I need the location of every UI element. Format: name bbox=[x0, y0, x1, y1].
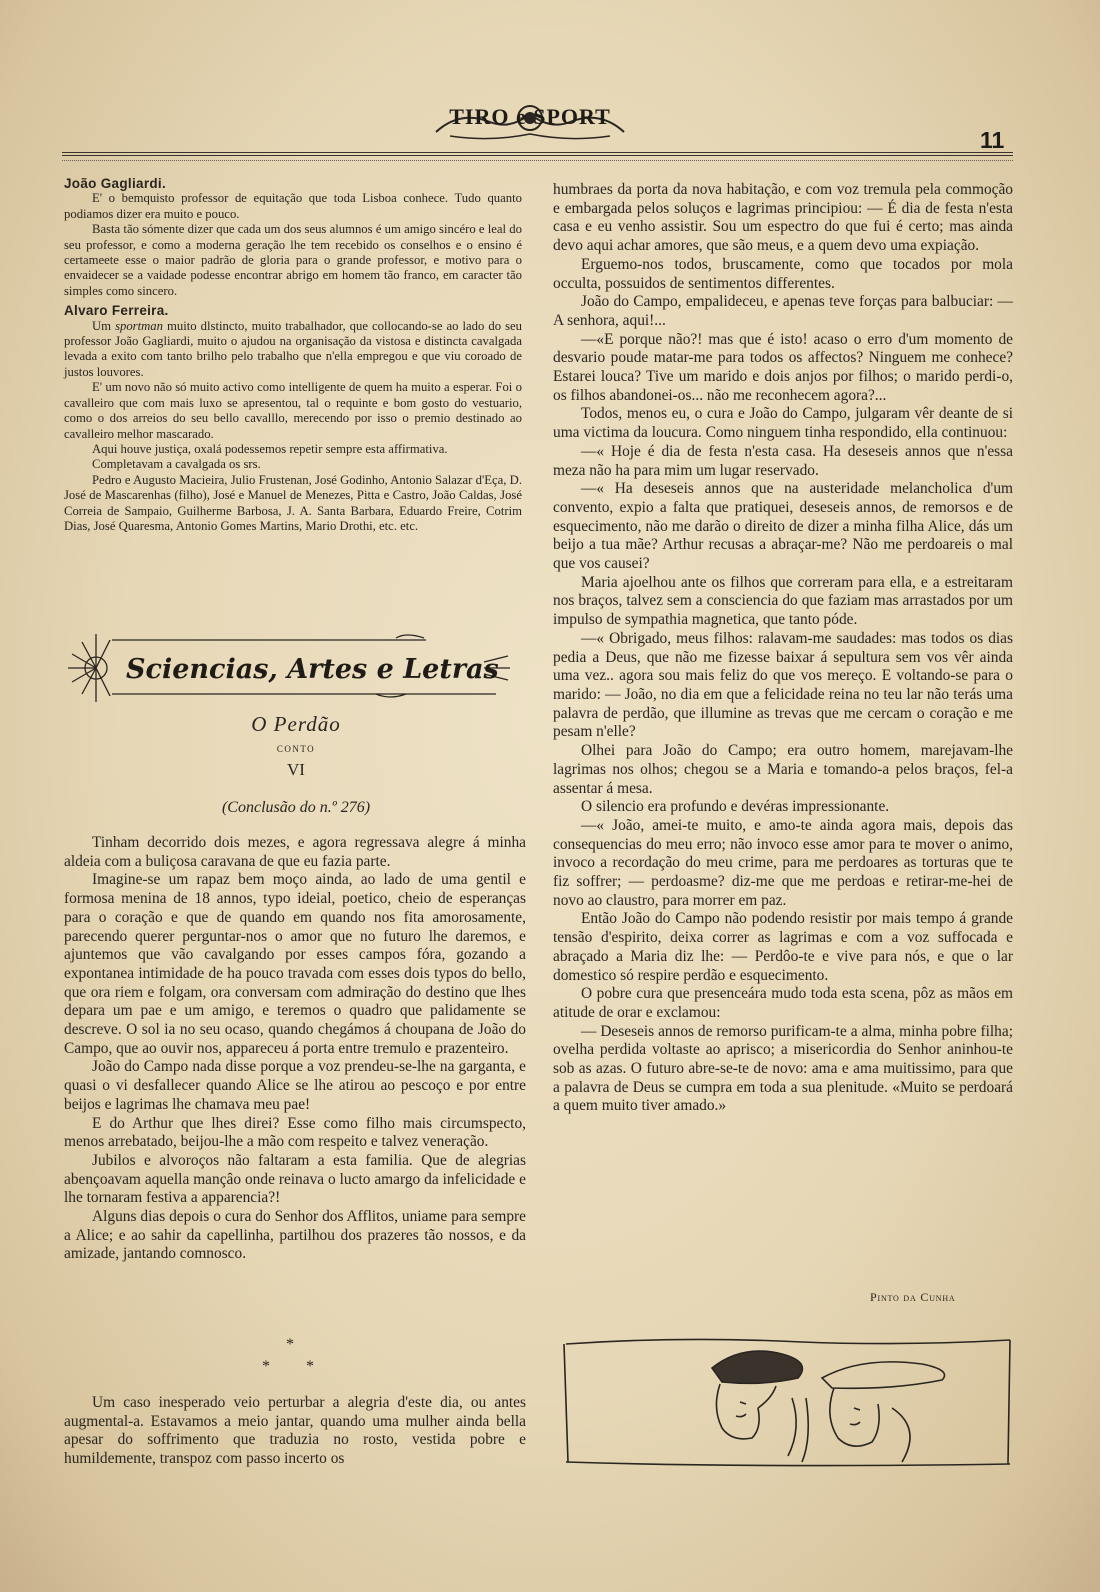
paragraph: E' um novo não só muito activo como intelligente de quem ha muito a esperar. Foi o cavalleiro que com mais luxo se apresentou, tal o requinte e bom gosto do vestuario, como o dos arreios do seu bello cavalllo, merecendo por isso o premio destinado ao cavalleiro melhor mascarado. bbox=[64, 380, 522, 441]
paragraph: Aqui houve justiça, oxalá podessemos repetir sempre esta affirmativa. bbox=[92, 441, 448, 456]
story-subtitle: CONTO bbox=[276, 744, 316, 754]
paragraph: Todos, menos eu, o cura e João do Campo, julgaram vêr deante de si uma victima da loucura. Como ninguem tinha respondido, ella continuou: bbox=[553, 405, 1013, 442]
heading-alvaro-ferreira: Alvaro Ferreira. bbox=[64, 303, 169, 319]
paragraph: —« Obrigado, meus filhos: ralavam-me saudades: mas todos os dias pedia a Deus, que não me fizesse baixar á sepultura sem vos vêr ainda uma vez.. agora sou mais feliz do que vos mereço. E voltando-se para o marido: — João, no dia em que a felicidade reina no teu lar não terás uma palavra de perdão, que illumine as trevas que me cercam o coração e me pesam n'elle? bbox=[553, 629, 1013, 741]
author-signature: Pinto da Cunha bbox=[870, 1290, 956, 1304]
story-title: O Perdão bbox=[251, 712, 341, 736]
paragraph: — Deseseis annos de remorso purificam-te a alma, minha pobre filha; ovelha perdida voltaste ao aprisco; a misericordia do Senhor aninhou-te sob as azas. O futuro abre-se-te de novo: ama e ama muitissimo, para que a palavra de Deus se cumpra em toda a sua plenitude. «Muito se perdoará a quem muito tiver amado.» bbox=[553, 1022, 1013, 1115]
sportman-term: sportman bbox=[115, 318, 163, 333]
paragraph: João do Campo nada disse porque a voz prendeu-se-lhe na garganta, e quasi o vi desfallecer quando Alice se lhe atirou ao pescoço e por entre beijos e lagrimas lhe chamava meu pae! bbox=[64, 1058, 526, 1113]
paragraph: Tinham decorrido dois mezes, e agora regressava alegre á minha aldeia com a buliçosa caravana de que eu fazia parte. bbox=[64, 834, 526, 870]
paragraph: Pedro e Augusto Macieira, Julio Frustenan, José Godinho, Antonio Salazar d'Eça, D. José de Mascarenhas (filho), José e Manuel de Menezes, Pitta e Castro, João Caldas, José Correia de Sampaio, Guilherme Barbosa, J. A. Santa Barbara, Eduardo Freire, Cotrim Dias, José Quaresma, Antonio Gomes Martins, Mario Drothi, etc. etc. bbox=[64, 472, 522, 533]
paragraph: Maria ajoelhou ante os filhos que correram para ella, e a estreitaram nos braços, talvez sem a consciencia do que faziam mas arrastados por um impulso de sympathia magnetica, que tanto póde. bbox=[553, 573, 1013, 629]
masthead-text: TIRO e SPORT bbox=[449, 104, 611, 129]
paragraph: —« Ha deseseis annos que na austeridade melancholica d'um convento, expio a falta que pratiquei, deseseis annos, de remorsos e de esquecimento, não me darão o direito de dizer a minha filha Alice, dás um beijo a tua mãe? Arthur recusas a abraçar-me? Não me perdoareis o mal que vos causei? bbox=[553, 480, 1013, 573]
paragraph: Olhei para João do Campo; era outro homem, marejavam-lhe lagrimas nos olhos; chegou se a Maria e tomando-a pelos braços, fel-a assentar á mesa. bbox=[553, 742, 1013, 797]
paragraph: Erguemo-nos todos, bruscamente, como que tocados por mola occulta, possuidos de sentimentos differentes. bbox=[553, 255, 1013, 292]
header-rule-dotted bbox=[62, 160, 1013, 161]
paragraph: Jubilos e alvoroços não faltaram a esta familia. Que de alegrias abençoavam aquella mançâo onde reinava o lucto amargo da infelicidade e lhe tornaram festiva a apparencia?! bbox=[64, 1151, 526, 1207]
masthead-logo bbox=[430, 92, 630, 144]
paragraph: O silencio era profundo e devéras impressionante. bbox=[581, 798, 890, 816]
story-part-number: VI bbox=[287, 760, 305, 779]
paragraph: humbraes da porta da nova habitação, e com voz tremula pela commoção e embargada pelos soluços e lagrimas principiou: — É dia de festa n'esta casa e eu venho assistir. Sou um espectro do que fui é certo; mas ainda devo aqui achar amores, que são meus, e a quem devo uma expiação. bbox=[553, 181, 1013, 255]
paragraph: —« Hoje é dia de festa n'esta casa. Ha deseseis annos que n'essa meza não ha para mim um lugar reservado. bbox=[553, 442, 1013, 479]
paragraph: Um sportman muito dlstincto, muito trabalhador, que collocando-se ao lado do seu professor João Gagliardi, muito o ajudou na organisação da vistosa e distincta cavalgada levada a exito com tanto brilho pelo trabalho que n'ella empregou e que viu coroado de justos louvores. bbox=[64, 318, 522, 379]
paragraph: João do Campo, empalideceu, e apenas teve forças para balbuciar: — A senhora, aqui!... bbox=[553, 293, 1013, 329]
story-left-column-bottom bbox=[64, 1394, 526, 1469]
story-left-column bbox=[64, 834, 526, 1264]
paragraph: Então João do Campo não podendo resistir por mais tempo á grande tensão d'espirito, deixa correr as lagrimas e com a voz suffocada e abraçado a Maria diz lhe: — Perdôo-te e vive para nós, e que o lar domestico só respire perdão e esquecimento. bbox=[553, 910, 1013, 984]
story-continuation-note: (Conclusão do n.º 276) bbox=[221, 799, 371, 816]
section-break-star: * bbox=[286, 1336, 294, 1353]
section-banner bbox=[66, 628, 526, 708]
women-hats-illustration bbox=[562, 1338, 1014, 1468]
paragraph: Um caso inesperado veio perturbar a alegria d'este dia, ou antes augmental-a. Estavamos a meio jantar, quando uma mulher ainda bella apesar do soffrimento que traduzia no rosto, vestida pobre e humildemente, transpoz com passo incerto os bbox=[64, 1394, 526, 1468]
article-cavalgada bbox=[64, 176, 522, 534]
paragraph: —«E porque não?! mas que é isto! acaso o erro d'um momento de desvario poude matar-me para todos os affectos? Ninguem me conhece? Estarei louca? Tive um marido e dois anjos por filhos; o marido perdi-o, os filhos abandonei-os... não me reconhecem agora?... bbox=[553, 330, 1013, 404]
paragraph: —« João, amei-te muito, e amo-te ainda agora mais, depois das consequencias do meu erro; não invoco esse amor para te mover o animo, invoco a recordação do meu crime, para me perdoares as torturas que te fiz soffrer; — perdoasme? diz-me que me perdoas e retirar-me-hei de novo ao claustro, para morrer em paz. bbox=[553, 816, 1013, 909]
heading-joao-gagliardi: João Gagliardi. bbox=[64, 176, 167, 191]
page-number: 11 bbox=[980, 127, 1005, 153]
paragraph: Completavam a cavalgada os srs. bbox=[92, 457, 261, 472]
header-rule bbox=[62, 152, 1013, 156]
section-break-stars: * * bbox=[262, 1358, 314, 1375]
story-right-column bbox=[553, 181, 1013, 1116]
paragraph: O pobre cura que presenceára mudo toda esta scena, pôz as mãos em atitude de orar e exclamou: bbox=[553, 985, 1013, 1021]
paragraph: Alguns dias depois o cura do Senhor dos Afflitos, uniame para sempre a Alice; e ao sahir da capellinha, partilhou dos prazeres tão nossos, e da amizade, jantando comnosco. bbox=[64, 1208, 526, 1263]
paragraph: Imagine-se um rapaz bem moço ainda, ao lado de uma gentil e formosa menina de 18 annos, typo ideial, poetico, cheio de esperanças para o coração e que de quando em quando nos fita amorosamente, parecendo querer perguntar-nos o amor que no futuro lhe daremos, e ajuntemos que vão cavalgando por esses campos fóra, gozando a expontanea intimidade de ha pouco travada com esses dois typos do bello, que ora riem e folgam, ora conversam com admiração do destino que lhes depara um pae e um amigo, e teremos o quadro que palidamente se descreve. O sol ia no seu ocaso, quando chegámos á choupana de João do Campo, que ao ouvir nos, appareceu á porta entre tremulo e prazenteiro. bbox=[64, 871, 526, 1057]
paragraph: E' o bemquisto professor de equitação que toda Lisboa conhece. Tudo quanto podiamos dizer era muito e pouco. bbox=[64, 191, 522, 221]
paragraph: E do Arthur que lhes direi? Esse como filho mais circumspecto, menos arrebatado, beijou-lhe a mão com respeito e talvez veneração. bbox=[64, 1114, 526, 1151]
paragraph: Basta tão sómente dizer que cada um dos seus alumnos é um amigo sincéro e leal do seu professor, e como a moderna geração lhe tem recebido os conselhos e o ensino é certameete esse o maior padrão de gloria para o grande professor, e motivo para o envaidecer se a vaidade podesse encontrar abrigo em homem tão franco, em caracter tão simples como sincero. bbox=[64, 222, 522, 298]
section-banner-text: Sciencias, Artes e Letras bbox=[126, 654, 499, 685]
